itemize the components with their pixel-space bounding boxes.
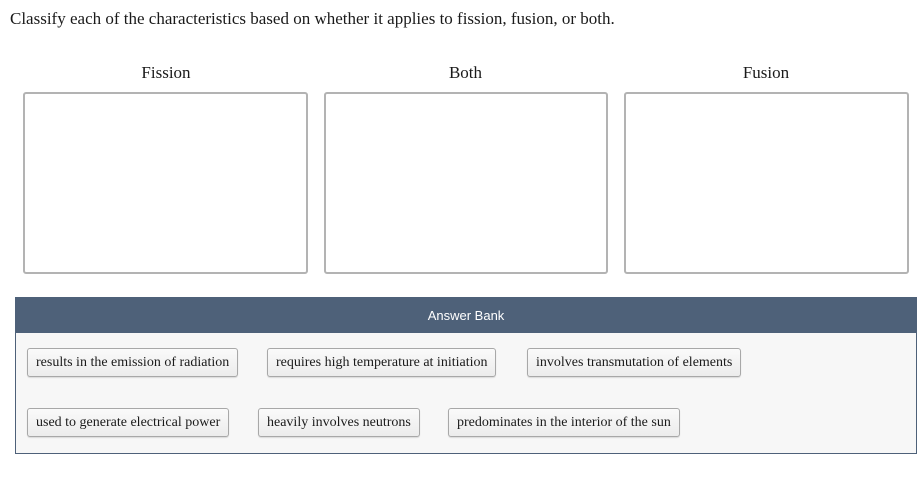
answer-bank-title: Answer Bank: [16, 298, 916, 333]
bucket-label-fusion: Fusion: [742, 63, 790, 82]
answer-chip-emission-of-radiation[interactable]: results in the emission of radiation: [27, 348, 238, 377]
answer-chip-high-temperature-initiation[interactable]: requires high temperature at initiation: [267, 348, 496, 377]
bucket-label-both: Both: [448, 63, 483, 82]
drop-zone-both[interactable]: [324, 92, 608, 274]
bucket-label-fission: Fission: [141, 63, 191, 82]
answer-chip-electrical-power[interactable]: used to generate electrical power: [27, 408, 229, 437]
answer-bank: [15, 297, 917, 454]
answer-chip-transmutation-of-elements[interactable]: involves transmutation of elements: [527, 348, 741, 377]
drop-zone-fission[interactable]: [23, 92, 308, 274]
drop-zone-fusion[interactable]: [624, 92, 909, 274]
answer-chip-neutrons[interactable]: heavily involves neutrons: [258, 408, 420, 437]
question-instruction: Classify each of the characteristics based on whether it applies to fission, fusion, or both.: [10, 9, 615, 28]
answer-chip-interior-of-sun[interactable]: predominates in the interior of the sun: [448, 408, 680, 437]
